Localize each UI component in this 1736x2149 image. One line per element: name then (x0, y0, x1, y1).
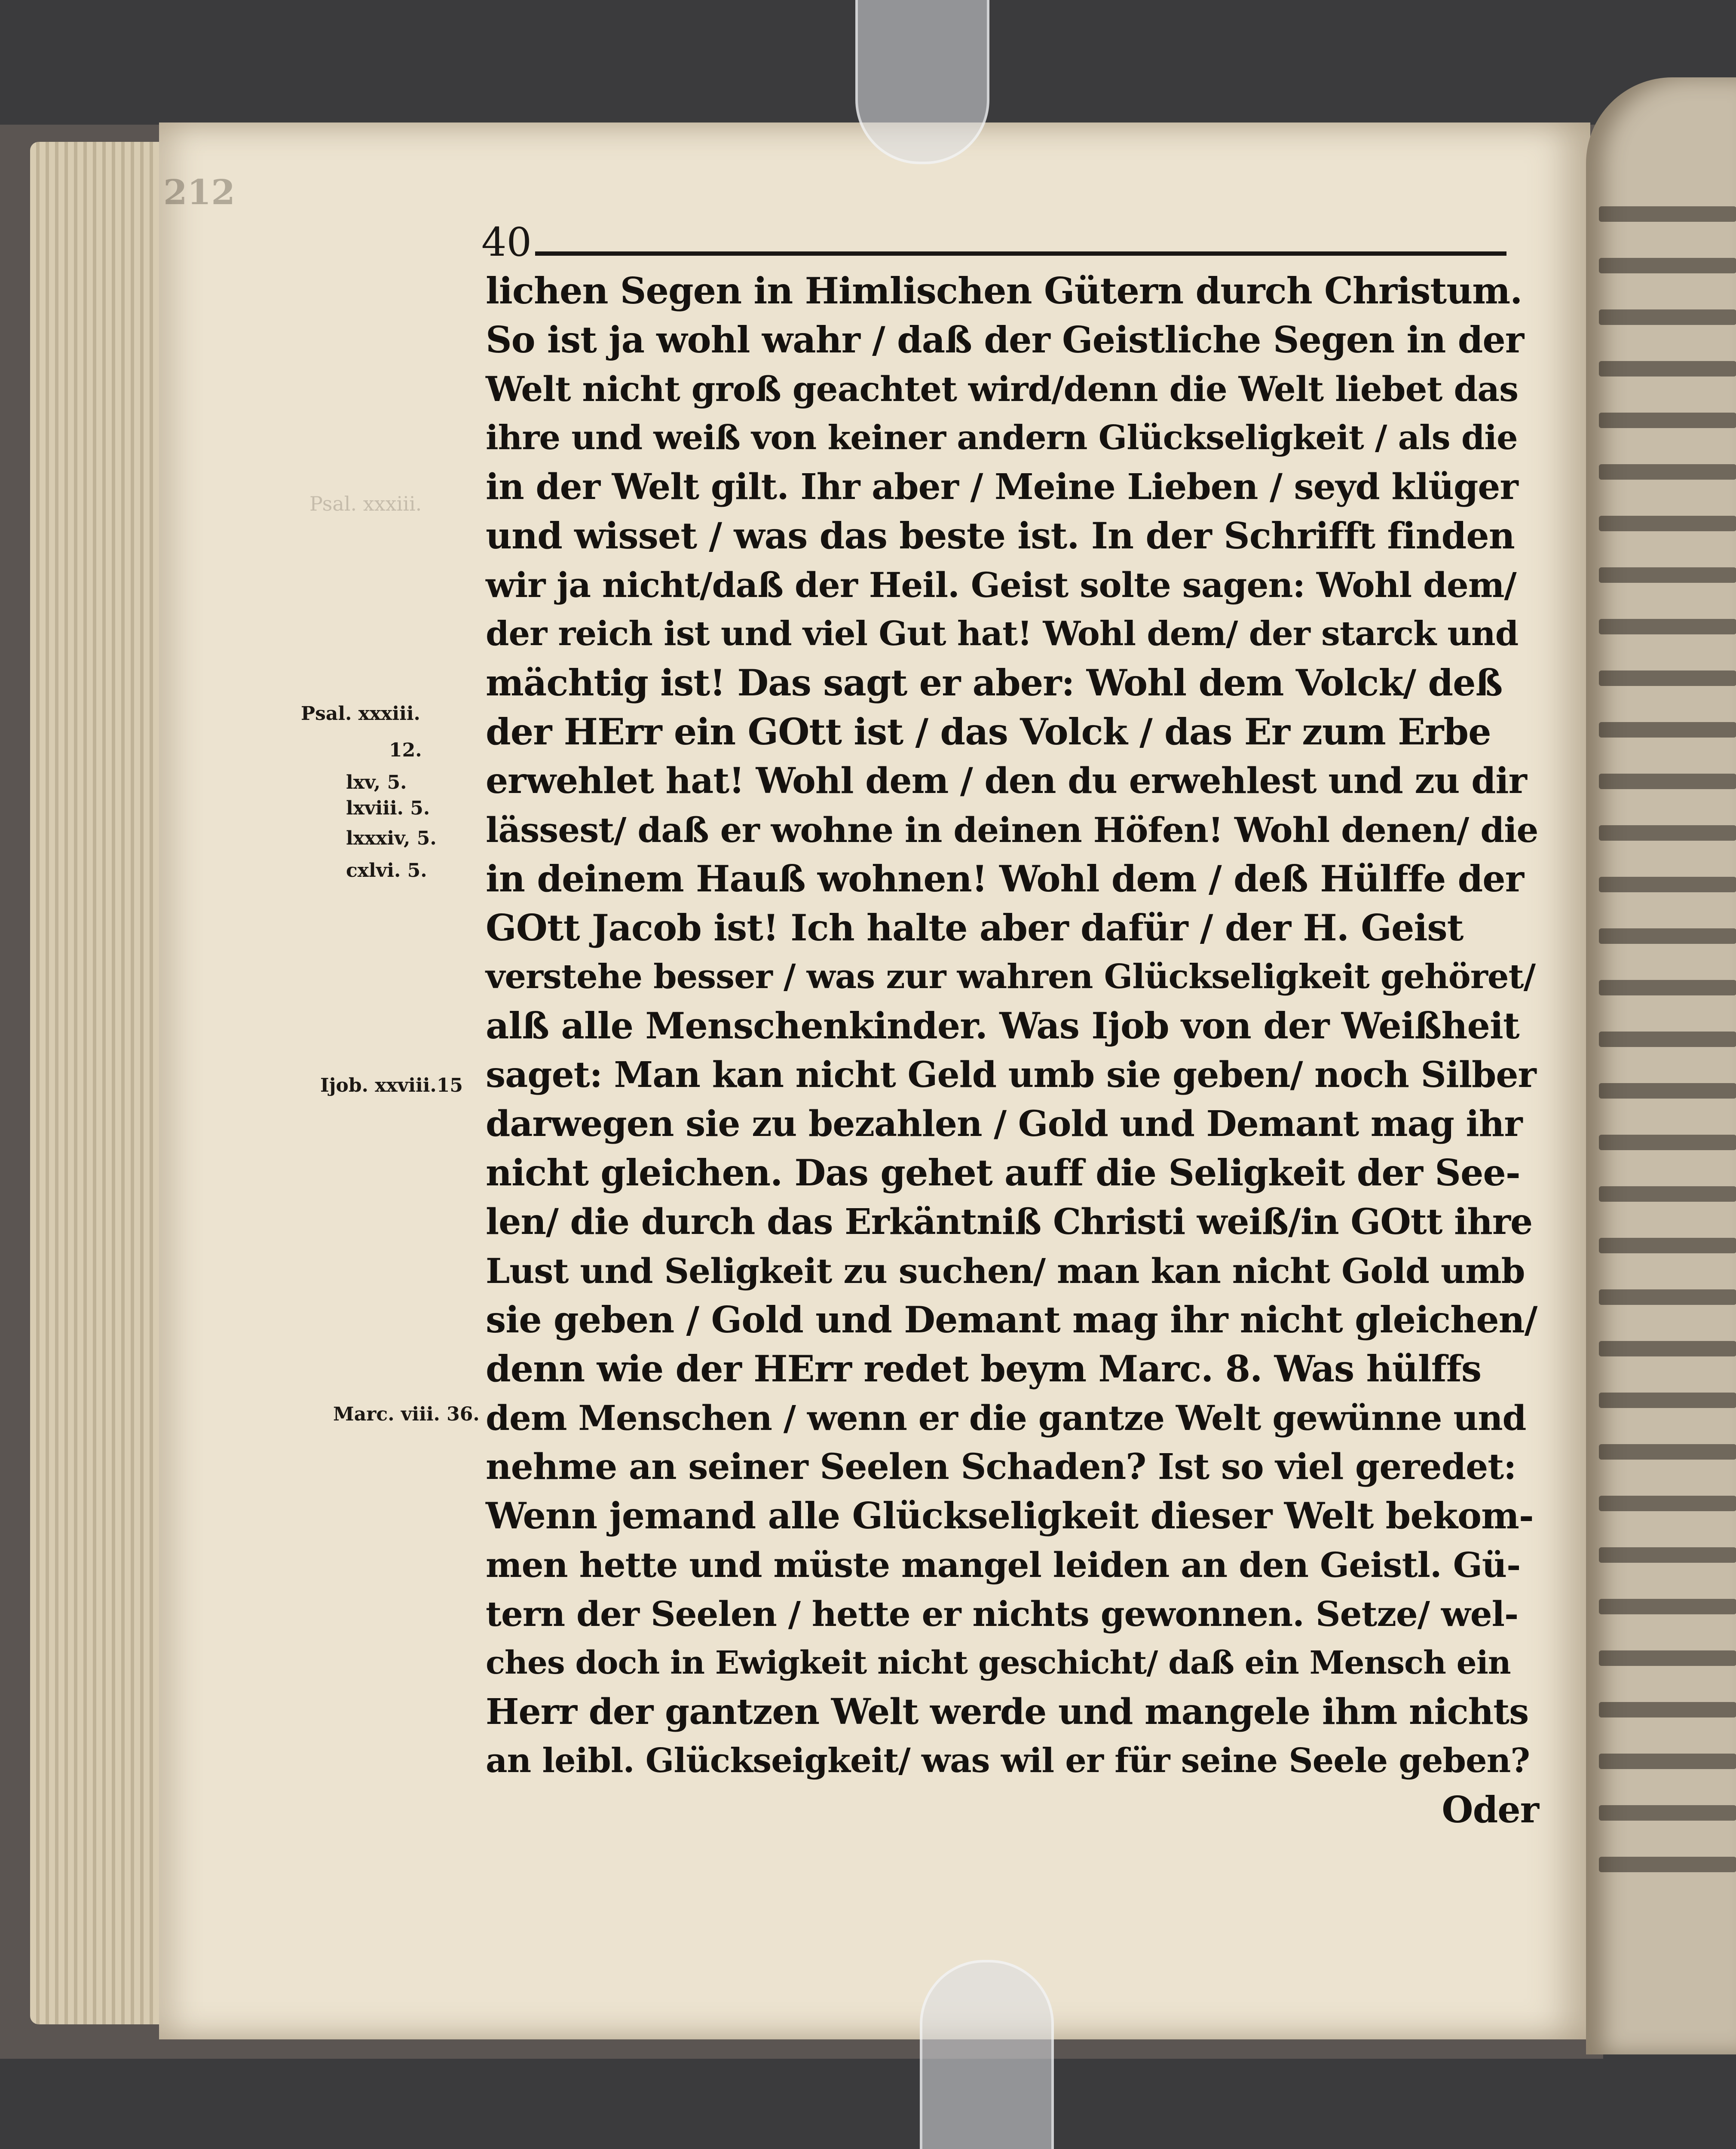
text-line: Welt nicht groß geachtet wird/denn die Welt liebet das (486, 369, 1519, 409)
text-line: nehme an seiner Seelen Schaden? Ist so viel geredet: (486, 1446, 1516, 1488)
margin-note-psalm-65: lxv, 5. (346, 771, 407, 793)
facing-text-line (1599, 309, 1736, 325)
facing-text-line (1599, 825, 1736, 841)
text-line: saget: Man kan nicht Geld umb sie geben/ noch Silber (486, 1054, 1536, 1096)
book-clip-top (855, 0, 989, 164)
facing-text-line (1599, 1083, 1736, 1099)
bleed-through-note: Psal. xxxiii. (309, 492, 422, 515)
facing-text-line (1599, 774, 1736, 789)
facing-text-line (1599, 1650, 1736, 1666)
facing-text-line (1599, 619, 1736, 634)
facing-text-line (1599, 877, 1736, 892)
text-line: nicht gleichen. Das gehet auff die Seligkeit der See- (486, 1151, 1520, 1194)
text-line: der reich ist und viel Gut hat! Wohl dem/ der starck und (486, 614, 1519, 653)
facing-text-line (1599, 1341, 1736, 1356)
facing-text-line (1599, 928, 1736, 944)
margin-note-verse-12: 12. (389, 739, 422, 761)
text-line: denn wie der HErr redet beym Marc. 8. Was hülffs (486, 1347, 1482, 1390)
facing-text-line (1599, 413, 1736, 428)
facing-text-line (1599, 1496, 1736, 1511)
facing-text-line (1599, 1238, 1736, 1253)
facing-text-line (1599, 722, 1736, 738)
margin-note-psalm-68: lxviii. 5. (346, 797, 430, 819)
text-line: darwegen sie zu bezahlen / Gold und Demant mag ihr (486, 1103, 1522, 1145)
text-line: Wenn jemand alle Glückseligkeit dieser Welt bekom- (486, 1494, 1534, 1537)
text-line: ches doch in Ewigkeit nicht geschicht/ daß ein Mensch ein (486, 1644, 1511, 1681)
text-line: und wisset / was das beste ist. In der Schrifft finden (486, 514, 1515, 557)
facing-text-line (1599, 516, 1736, 531)
text-line: ihre und weiß von keiner andern Glückseligkeit / als die (486, 418, 1518, 457)
facing-text-line (1599, 1547, 1736, 1563)
facing-text-line (1599, 1393, 1736, 1408)
text-line: Herr der gantzen Welt werde und mangele ihm nichts (486, 1691, 1529, 1733)
text-line: in der Welt gilt. Ihr aber / Meine Lieben / seyd klüger (486, 466, 1518, 508)
facing-text-line (1599, 258, 1736, 273)
text-line: len/ die durch das Erkäntniß Christi weiß/in GOtt ihre (486, 1201, 1533, 1243)
page-block-edges (30, 142, 172, 2024)
facing-text-line (1599, 1135, 1736, 1150)
text-line: lichen Segen in Himlischen Gütern durch Christum. (486, 269, 1522, 312)
margin-note-psalm-33: Psal. xxxiii. (301, 703, 420, 725)
text-line: tern der Seelen / hette er nichts gewonnen. Setze/ wel- (486, 1594, 1519, 1634)
facing-text-line (1599, 361, 1736, 377)
facing-text-line (1599, 980, 1736, 995)
text-line: in deinem Hauß wohnen! Wohl dem / deß Hülffe der (486, 857, 1524, 900)
text-line: GOtt Jacob ist! Ich halte aber dafür / der H. Geist (486, 906, 1464, 949)
margin-note-ijob-28: Ijob. xxviii.15 (320, 1074, 463, 1096)
page-number: 40 (481, 219, 532, 265)
text-line: erwehlet hat! Wohl dem / den du erwehlest und zu dir (486, 760, 1527, 802)
main-text-column (486, 266, 1539, 1834)
facing-text-line (1599, 464, 1736, 480)
faded-corner-mark: 212 (163, 172, 235, 212)
facing-text-line (1599, 1032, 1736, 1047)
header-rule (535, 251, 1506, 256)
catchword: Oder (1442, 1788, 1539, 1831)
facing-text-line (1599, 670, 1736, 686)
facing-text-line (1599, 1857, 1736, 1872)
margin-note-psalm-146: cxlvi. 5. (346, 860, 427, 882)
facing-text-line (1599, 567, 1736, 583)
text-line: lässest/ daß er wohne in deinen Höfen! Wohl denen/ die (486, 810, 1538, 850)
text-line: sie geben / Gold und Demant mag ihr nicht gleichen/ (486, 1298, 1537, 1341)
margin-note-psalm-84: lxxxiv, 5. (346, 827, 437, 849)
facing-text-line (1599, 1754, 1736, 1769)
facing-text-line (1599, 1444, 1736, 1460)
text-line: dem Menschen / wenn er die gantze Welt gewünne und (486, 1398, 1526, 1438)
text-line: wir ja nicht/daß der Heil. Geist solte sagen: Wohl dem/ (486, 565, 1516, 605)
facing-text-line (1599, 1186, 1736, 1202)
facing-text-line (1599, 1599, 1736, 1614)
text-line: mächtig ist! Das sagt er aber: Wohl dem Volck/ deß (486, 661, 1503, 704)
facing-text-line (1599, 1805, 1736, 1821)
facing-text-line (1599, 1702, 1736, 1717)
text-line: So ist ja wohl wahr / daß der Geistliche Segen in der (486, 318, 1524, 361)
book-clip-bottom (920, 1960, 1054, 2149)
margin-note-marc-8: Marc. viii. 36. (333, 1403, 480, 1425)
text-line: Lust und Seligkeit zu suchen/ man kan nicht Gold umb (486, 1251, 1525, 1291)
text-line: alß alle Menschenkinder. Was Ijob von der Weißheit (486, 1004, 1519, 1047)
text-line: men hette und müste mangel leiden an den Geistl. Gü- (486, 1545, 1521, 1585)
facing-text-line (1599, 1289, 1736, 1305)
facing-text-line (1599, 206, 1736, 222)
text-line: der HErr ein GOtt ist / das Volck / das Er zum Erbe (486, 710, 1491, 753)
text-line: an leibl. Glückseigkeit/ was wil er für seine Seele geben? (486, 1741, 1530, 1780)
facing-page-recto (1586, 77, 1736, 2054)
text-line: verstehe besser / was zur wahren Glückseligkeit gehöret/ (486, 957, 1536, 996)
